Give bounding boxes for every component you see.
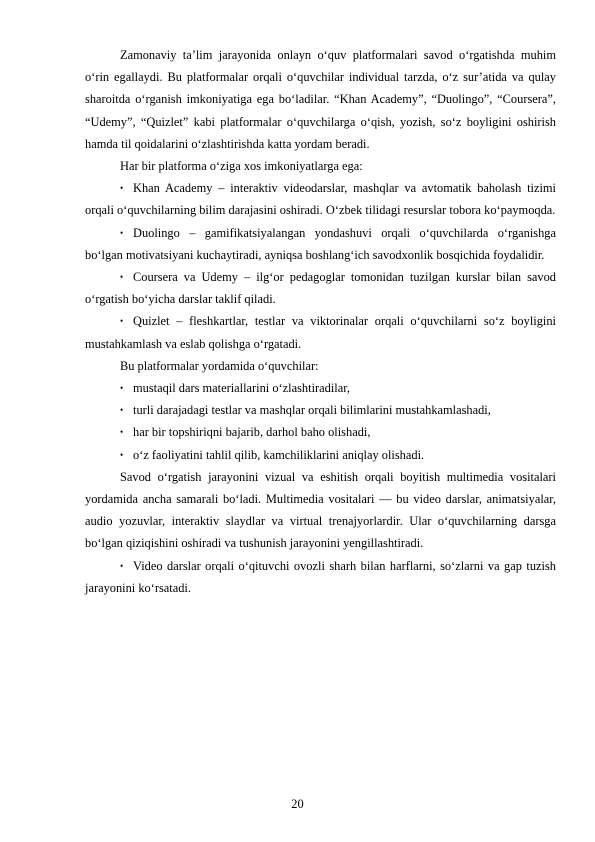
page-body: [85, 44, 556, 599]
bullet-icon: •: [120, 272, 124, 283]
multimedia-paragraph: Savod o‘rgatish jarayonini vizual va eshitish orqali boyitish multimedia vositalari yordamida ancha samarali bo‘ladi. Multimedia vositalari — bu video darslar, animatsiyalar, audio yozuvlar, interaktiv slaydlar va virtual trenajyorlardir. Ular o‘quvchilarning darsga bo‘lgan qiziqishini oshiradi va tushunish jarayonini yengillashtiradi.: [85, 469, 556, 551]
bullet-item-khan-academy: [85, 177, 556, 221]
bullet-item-self-analysis: [85, 444, 556, 466]
bullet-item-tests-exercises: [85, 399, 556, 421]
bullet-icon: •: [120, 183, 124, 194]
bullet-item-duolingo: [85, 222, 556, 266]
bullet-icon: •: [120, 560, 124, 571]
bullet-icon: •: [120, 316, 124, 327]
bullet-item-coursera-udemy: [85, 266, 556, 310]
bullet-icon: •: [120, 383, 124, 394]
bullet-item-independent-study: [85, 377, 556, 399]
bullet-text: o‘z faoliyatini tahlil qilib, kamchiliklarini aniqlay olishadi.: [133, 447, 425, 462]
bullet-icon: •: [120, 227, 124, 238]
bullet-text: har bir topshiriqni bajarib, darhol baho olishadi,: [133, 425, 371, 440]
bullet-text: turli darajadagi testlar va mashqlar orqali bilimlarini mustahkamlashadi,: [133, 403, 491, 418]
bullet-text: Coursera va Udemy – ilg‘or pedagoglar tomonidan tuzilgan kurslar bilan savod o‘rgatish bo‘yicha darslar taklif qiladi.: [85, 270, 556, 307]
page-number: 20: [291, 797, 304, 811]
bullet-item-instant-grading: [85, 421, 556, 443]
bullet-item-video-lessons: [85, 555, 556, 599]
bullet-text: Khan Academy – interaktiv videodarslar, mashqlar va avtomatik baholash tizimi orqali o‘quvchilarning bilim darajasini oshiradi. O‘zbek tilidagi resurslar tobora ko‘paymoqda.: [85, 181, 556, 218]
bullet-icon: •: [120, 449, 124, 460]
intro-paragraph: Zamonaviy ta’lim jarayonida onlayn o‘quv platformalari savod o‘rgatishda muhim o‘rin egallaydi. Bu platformalar orqali o‘quvchilar individual tarzda, o‘z sur’atida va qulay sharoitda o‘rganish imkoniyatiga ega bo‘ladilar. “Khan Academy”, “Duolingo”, “Coursera”, “Udemy”, “Quizlet” kabi platformalar o‘quvchilarga o‘qish, yozish, so‘z boyligini oshirish hamda til qoidalarini o‘zlashtirishda katta yordam beradi.: [85, 48, 556, 151]
platforms-lead-paragraph: Har bir platforma o‘ziga xos imkoniyatlarga ega:: [120, 159, 363, 174]
bullet-text: mustaqil dars materiallarini o‘zlashtiradilar,: [133, 381, 350, 396]
bullet-item-quizlet: [85, 310, 556, 354]
bullet-text: Duolingo – gamifikatsiyalangan yondashuvi orqali o‘quvchilarda o‘rganishga bo‘lgan motivatsiyani kuchaytiradi, ayniqsa boshlang‘ich savodxonlik bosqichida foydalidir.: [85, 225, 556, 262]
bullet-text: Video darslar orqali o‘qituvchi ovozli sharh bilan harflarni, so‘zlarni va gap tuzish jarayonini ko‘rsatadi.: [85, 558, 556, 595]
bullet-icon: •: [120, 427, 124, 438]
bullet-text: Quizlet – fleshkartlar, testlar va viktorinalar orqali o‘quvchilarni so‘z boyligini mustahkamlash va eslab qolishga o‘rgatadi.: [85, 314, 556, 351]
bullet-icon: •: [120, 405, 124, 416]
benefits-lead-paragraph: Bu platformalar yordamida o‘quvchilar:: [120, 358, 319, 373]
